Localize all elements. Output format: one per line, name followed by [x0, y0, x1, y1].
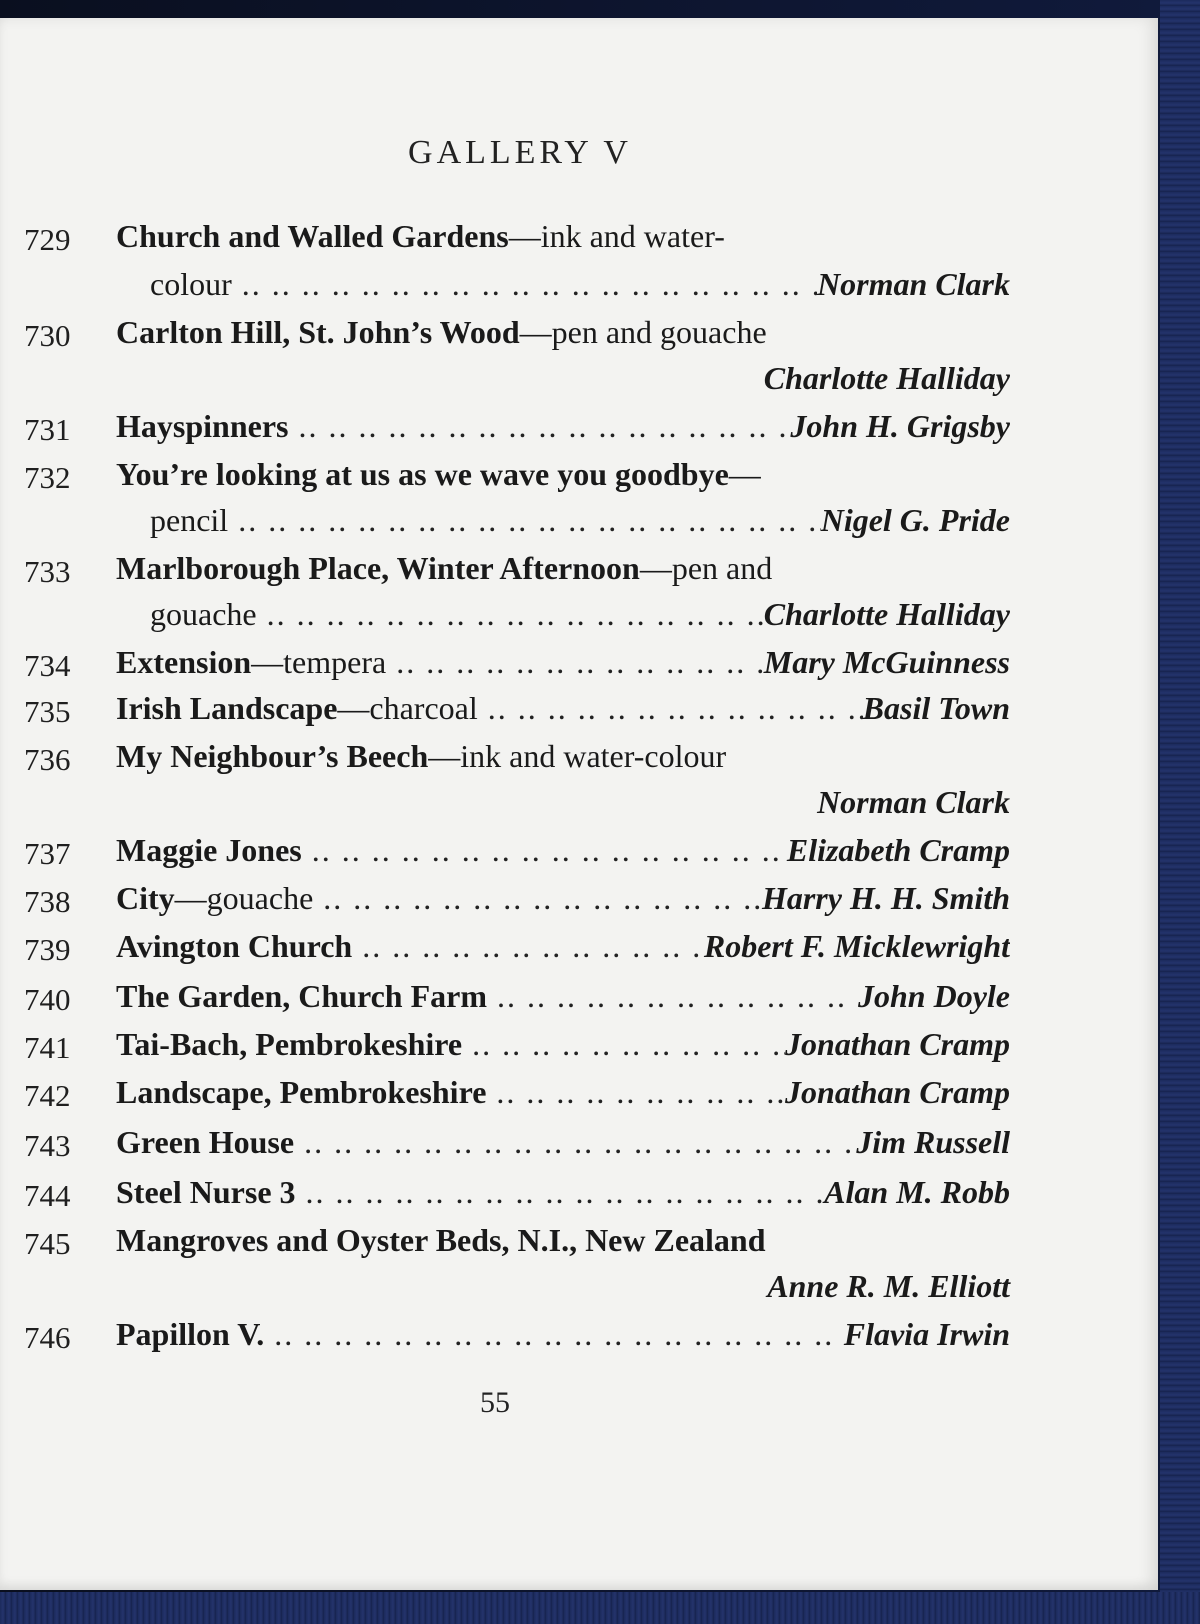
catalogue-entry — [0, 314, 1010, 362]
leader-dots — [294, 1124, 856, 1161]
entry-title: Avington Church — [116, 928, 353, 964]
entry-title: Carlton Hill, St. John’s Wood — [116, 314, 520, 350]
entry-number: 738 — [24, 884, 71, 919]
catalogue-entry — [0, 456, 1010, 504]
entry-title: Irish Landscape — [116, 690, 338, 726]
entry-artist: Nigel G. Pride — [820, 502, 1010, 538]
entry-medium: —pen and — [639, 550, 773, 586]
entry-number: 740 — [24, 982, 71, 1017]
catalogue-entry-continuation — [0, 502, 1010, 550]
book-cover-edge — [1160, 0, 1200, 1624]
entry-title-line — [116, 456, 1010, 493]
entry-medium: — — [728, 456, 761, 492]
entry-number: 736 — [24, 742, 71, 777]
entry-continuation-line — [150, 596, 1010, 633]
entry-title-line — [116, 832, 1010, 869]
entry-number: 733 — [24, 554, 71, 589]
leader-dots — [288, 408, 790, 445]
entry-title-line — [116, 1026, 1010, 1063]
entry-number: 744 — [24, 1178, 71, 1213]
catalogue-entry-continuation — [0, 596, 1010, 644]
gallery-title: GALLERY V — [408, 134, 632, 171]
book-cover-bottom-edge — [0, 1592, 1200, 1624]
catalogue-entry — [0, 1316, 1010, 1364]
entry-number: 739 — [24, 932, 71, 967]
entry-medium-continuation: gouache — [150, 596, 257, 632]
entry-title-line — [116, 218, 1010, 255]
leader-dots — [302, 832, 787, 869]
entry-title-line — [116, 1124, 1010, 1161]
leader-dots — [257, 596, 764, 633]
catalogue-entry — [0, 1174, 1010, 1222]
entry-medium-continuation: pencil — [150, 502, 229, 538]
entry-number: 730 — [24, 318, 71, 353]
entry-title: My Neighbour’s Beech — [116, 738, 429, 774]
entry-number: 734 — [24, 648, 71, 683]
entry-title: Mangroves and Oyster Beds, N.I., New Zealand — [116, 1222, 766, 1258]
entry-artist: Norman Clark — [817, 784, 1010, 820]
entry-artist: Charlotte Halliday — [763, 596, 1010, 632]
entry-artist: Flavia Irwin — [843, 1316, 1010, 1352]
entry-medium: —ink and water-colour — [428, 738, 727, 774]
leader-dots — [487, 978, 858, 1015]
entry-title-line — [116, 690, 1010, 727]
entry-artist: Jim Russell — [856, 1124, 1010, 1160]
entry-artist: Elizabeth Cramp — [786, 832, 1010, 868]
entry-title-line — [116, 880, 1010, 917]
entry-title-line — [116, 314, 1010, 351]
leader-dots — [232, 266, 817, 303]
entry-title-line — [116, 408, 1010, 445]
catalogue-entry-continuation — [0, 266, 1010, 314]
catalogue-entry — [0, 832, 1010, 880]
entry-title-line — [116, 1316, 1010, 1353]
entry-artist: Jonathan Cramp — [785, 1074, 1010, 1110]
entry-artist: Robert F. Micklewright — [703, 928, 1010, 964]
entry-number: 729 — [24, 222, 71, 257]
catalogue-entry — [0, 550, 1010, 598]
entry-number: 743 — [24, 1128, 71, 1163]
entry-medium-continuation: colour — [150, 266, 232, 302]
entry-title: City — [116, 880, 175, 916]
entry-artist: Mary McGuinness — [763, 644, 1010, 680]
entry-title: Church and Walled Gardens — [116, 218, 509, 254]
entry-medium: —pen and gouache — [519, 314, 767, 350]
entry-number: 745 — [24, 1226, 71, 1261]
entry-number: 732 — [24, 460, 71, 495]
leader-dots — [386, 644, 764, 681]
catalogue-entry — [0, 880, 1010, 928]
catalogue-entry — [0, 738, 1010, 786]
entry-title: You’re looking at us as we wave you goodbye — [116, 456, 729, 492]
entry-medium: —charcoal — [337, 690, 478, 726]
entry-continuation-line — [150, 502, 1010, 539]
leader-dots — [296, 1174, 825, 1211]
catalogue-page — [0, 18, 1158, 1590]
entry-title: Marlborough Place, Winter Afternoon — [116, 550, 640, 586]
entry-medium: —tempera — [251, 644, 387, 680]
leader-dots — [264, 1316, 844, 1353]
entry-title-line — [116, 1174, 1010, 1211]
entry-artist: Alan M. Robb — [824, 1174, 1010, 1210]
entry-artist: Harry H. H. Smith — [761, 880, 1010, 916]
entry-title-line — [116, 550, 1010, 587]
entry-title-line — [116, 928, 1010, 965]
entry-medium: —ink and water- — [508, 218, 725, 254]
catalogue-entry — [0, 1124, 1010, 1172]
entry-title: Papillon V. — [116, 1316, 265, 1352]
entry-title: Steel Nurse 3 — [116, 1174, 296, 1210]
entry-medium: —gouache — [174, 880, 314, 916]
entry-artist: Charlotte Halliday — [763, 360, 1010, 396]
catalogue-entry — [0, 978, 1010, 1026]
entry-artist: Anne R. M. Elliott — [767, 1268, 1010, 1304]
entry-title: Green House — [116, 1124, 295, 1160]
leader-dots — [352, 928, 704, 965]
page-number: 55 — [480, 1386, 510, 1419]
leader-dots — [228, 502, 821, 539]
entry-title-line — [116, 1074, 1010, 1111]
catalogue-entry — [0, 1026, 1010, 1074]
leader-dots — [462, 1026, 785, 1063]
entry-title-line — [116, 1222, 1010, 1259]
leader-dots — [486, 1074, 785, 1111]
entry-artist: Basil Town — [862, 690, 1010, 726]
entry-number: 742 — [24, 1078, 71, 1113]
catalogue-entry — [0, 644, 1010, 692]
entry-number: 741 — [24, 1030, 71, 1065]
entry-number: 735 — [24, 694, 71, 729]
catalogue-entry — [0, 928, 1010, 976]
entry-artist: Norman Clark — [817, 266, 1010, 302]
entry-title: Tai-Bach, Pembrokeshire — [116, 1026, 463, 1062]
catalogue-entry — [0, 1222, 1010, 1270]
entry-continuation-line — [150, 266, 1010, 303]
entry-number: 737 — [24, 836, 71, 871]
leader-dots — [478, 690, 863, 727]
entry-title: Landscape, Pembrokeshire — [116, 1074, 487, 1110]
leader-dots — [313, 880, 762, 917]
entry-number: 731 — [24, 412, 71, 447]
catalogue-entry-continuation — [0, 1268, 1010, 1316]
entry-artist: John H. Grigsby — [790, 408, 1010, 444]
entry-number: 746 — [24, 1320, 71, 1355]
entry-title: Hayspinners — [116, 408, 289, 444]
entry-title-line — [116, 978, 1010, 1015]
entry-title-line — [116, 644, 1010, 681]
catalogue-entry — [0, 1074, 1010, 1122]
entry-title-line — [116, 738, 1010, 775]
entry-artist: John Doyle — [858, 978, 1010, 1014]
entry-title: Extension — [116, 644, 252, 680]
catalogue-entry — [0, 408, 1010, 456]
catalogue-entry-continuation — [0, 360, 1010, 408]
entry-artist: Jonathan Cramp — [785, 1026, 1010, 1062]
catalogue-entry — [0, 218, 1010, 266]
catalogue-entry — [0, 690, 1010, 738]
entry-title: Maggie Jones — [116, 832, 302, 868]
entry-title: The Garden, Church Farm — [116, 978, 487, 1014]
catalogue-entry-continuation — [0, 784, 1010, 832]
